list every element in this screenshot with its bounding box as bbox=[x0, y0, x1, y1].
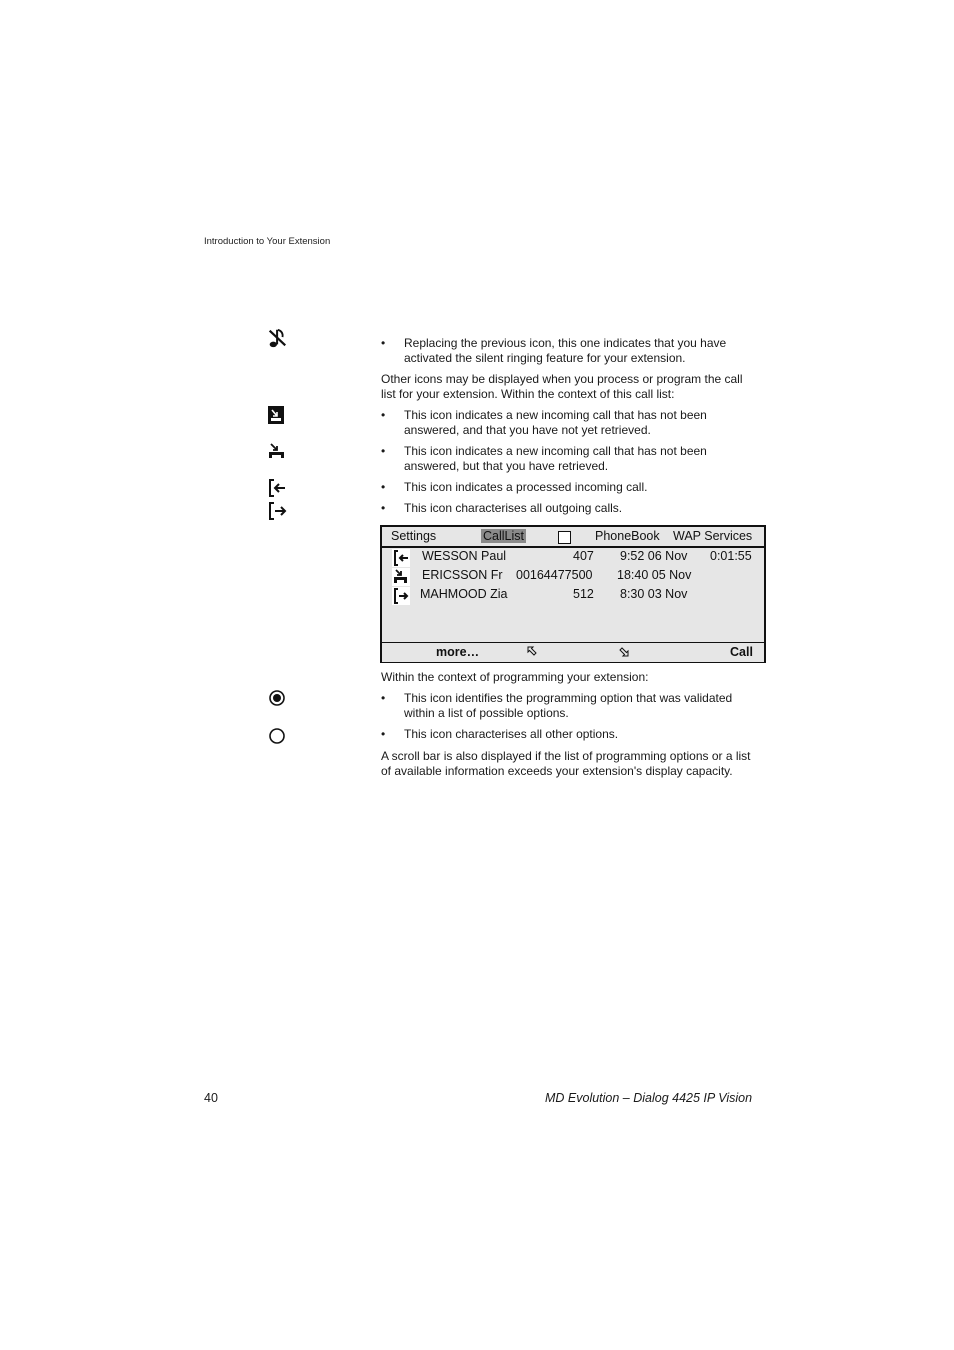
call-time: 18:40 05 Nov bbox=[617, 568, 692, 582]
processed-incoming-icon bbox=[392, 549, 410, 567]
call-number: 00164477500 bbox=[516, 568, 593, 582]
call-time: 8:30 03 Nov bbox=[620, 587, 688, 601]
outgoing-call-icon bbox=[266, 500, 288, 522]
silent-ringing-icon bbox=[266, 327, 288, 349]
running-header: Introduction to Your Extension bbox=[204, 236, 331, 247]
call-number: 512 bbox=[573, 587, 594, 601]
processed-incoming-icon bbox=[266, 477, 288, 499]
list-item[interactable] bbox=[382, 567, 764, 586]
more-softkey[interactable]: more… bbox=[436, 645, 480, 659]
display-tab-bar bbox=[382, 527, 764, 548]
programming-intro: Within the context of programming your extension: bbox=[381, 670, 649, 684]
tab-wap-services[interactable]: WAP Services bbox=[673, 529, 753, 543]
scroll-bar-note: A scroll bar is also displayed if the list of programming options or a list of available information exceeds your extension's display capacity. bbox=[381, 749, 751, 778]
arrow-down-right-icon[interactable] bbox=[618, 646, 630, 658]
tab-settings[interactable]: Settings bbox=[391, 529, 437, 543]
call-number: 407 bbox=[573, 549, 594, 563]
calllist-intro: Other icons may be displayed when you process or program the call list for your extension. Within the context of this call list: bbox=[381, 372, 743, 401]
checkbox-icon bbox=[558, 531, 571, 544]
tab-phonebook[interactable]: PhoneBook bbox=[595, 529, 660, 543]
new-call-retrieved-icon bbox=[266, 441, 288, 463]
new-call-retrieved-icon bbox=[392, 568, 410, 586]
softkey-bar bbox=[382, 642, 764, 662]
call-softkey[interactable]: Call bbox=[730, 645, 753, 659]
arrow-up-left-icon[interactable] bbox=[526, 645, 538, 657]
call-name: MAHMOOD Zia bbox=[420, 587, 508, 601]
tab-calllist[interactable]: CallList bbox=[483, 529, 524, 543]
list-item[interactable] bbox=[382, 548, 764, 567]
outgoing-call-icon bbox=[392, 587, 410, 605]
list-item[interactable] bbox=[382, 586, 764, 605]
call-name: WESSON Paul bbox=[422, 549, 507, 563]
call-duration: 0:01:55 bbox=[710, 549, 752, 563]
call-name: ERICSSON Fr bbox=[422, 568, 503, 582]
page-number: 40 bbox=[204, 1091, 218, 1105]
new-call-unretrieved-icon bbox=[266, 404, 288, 426]
radio-selected-icon bbox=[266, 687, 288, 709]
phone-display bbox=[380, 525, 766, 663]
radio-unselected-icon bbox=[266, 725, 288, 747]
document-title: MD Evolution – Dialog 4425 IP Vision bbox=[545, 1091, 753, 1105]
call-time: 9:52 06 Nov bbox=[620, 549, 688, 563]
